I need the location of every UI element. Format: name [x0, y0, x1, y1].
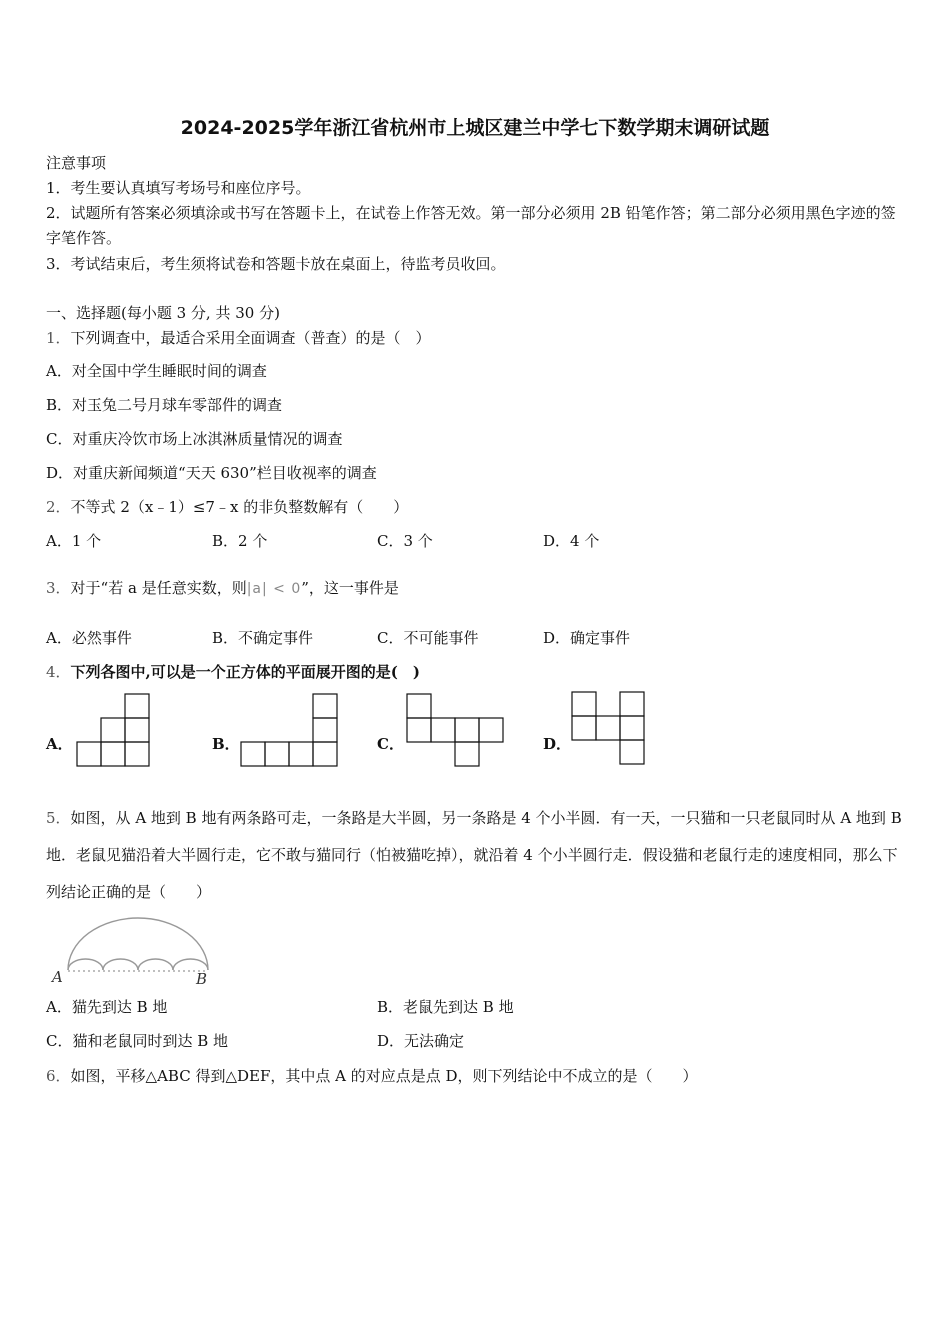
q4-option-d-label: D．	[543, 735, 572, 753]
q4-option-c-label: C．	[377, 735, 404, 753]
q4-option-a-label: A．	[46, 735, 73, 753]
q3-option-a: A．必然事件	[46, 629, 132, 647]
question-number: 6．	[46, 1067, 71, 1085]
cube-net-a	[76, 693, 152, 769]
notice-item-3: 3．考试结束后，考生须将试卷和答题卡放在桌面上，待监考员收回。	[46, 255, 506, 273]
question-3	[46, 577, 399, 598]
question-text: 对于“若 a 是任意实数，则	[70, 579, 247, 597]
q2-option-a: A．1 个	[46, 532, 102, 550]
question-4	[46, 661, 420, 682]
point-label-a: A	[52, 968, 63, 986]
cube-net-c	[406, 693, 508, 769]
q5-option-b: B．老鼠先到达 B 地	[377, 998, 514, 1016]
cube-net-b	[240, 693, 340, 769]
cube-net-d	[571, 691, 649, 769]
notice-item-2: 2．试题所有答案必须填涂或书写在答题卡上，在试卷上作答无效。第一部分必须用 2B 铅笔作答；第二部分必须用黑色字迹的签字笔作答。	[46, 204, 896, 247]
question-text: 下列各图中,可以是一个正方体的平面展开图的是( )	[70, 663, 420, 681]
page-title: 2024-2025学年浙江省杭州市上城区建兰中学七下数学期末调研试题	[180, 117, 770, 139]
question-text: 下列调查中，最适合采用全面调查（普查）的是（ ）	[70, 329, 431, 347]
q5-option-d: D．无法确定	[377, 1032, 465, 1050]
question-6	[46, 1065, 698, 1086]
q1-option-d: D．对重庆新闻频道“天天 630”栏目收视率的调查	[46, 464, 377, 482]
q3-option-c: C．不可能事件	[377, 629, 479, 647]
question-text: 不等式 2（x﹣1）≤7﹣x 的非负整数解有（ ）	[70, 498, 409, 516]
question-text-end: ”，这一事件是	[301, 579, 399, 597]
q1-option-c: C．对重庆冷饮市场上冰淇淋质量情况的调查	[46, 430, 343, 448]
q1-option-a: A．对全国中学生睡眠时间的调查	[46, 362, 267, 380]
question-number: 5．	[46, 809, 71, 827]
question-2	[46, 496, 408, 517]
question-number: 3．	[46, 579, 71, 597]
question-text: 如图，从 A 地到 B 地有两条路可走，一条路是大半圆，另一条路是 4 个小半圆．有一天，一只猫和一只老鼠同时从 A 地到 B 地．老鼠见猫沿着大半圆行走，它不敢与猫同行（怕被猫吃掉），就沿着 4 个小半圆行走．假设猫和老鼠行走的速度相同，那么下列结论正确的是（ ）	[46, 809, 902, 901]
notice-item-1: 1．考生要认真填写考场号和座位序号。	[46, 179, 311, 197]
q3-option-d: D．确定事件	[543, 629, 631, 647]
q5-option-c: C．猫和老鼠同时到达 B 地	[46, 1032, 229, 1050]
question-number: 1．	[46, 329, 71, 347]
question-5	[46, 800, 908, 911]
q5-option-a: A．猫先到达 B 地	[46, 998, 168, 1016]
point-label-b: B	[196, 970, 208, 988]
question-1	[46, 327, 431, 348]
q2-option-d: D．4 个	[543, 532, 600, 550]
q2-option-c: C．3 个	[377, 532, 433, 550]
q1-option-b: B．对玉兔二号月球车零部件的调查	[46, 396, 283, 414]
notice-heading: 注意事项	[46, 154, 107, 172]
question-text: 如图，平移△ABC 得到△DEF，其中点 A 的对应点是点 D，则下列结论中不成立的是（ ）	[70, 1067, 698, 1085]
question-number: 2．	[46, 498, 71, 516]
q3-option-b: B．不确定事件	[212, 629, 314, 647]
formula-abs-a-lt-0: |a| < 0	[246, 581, 302, 597]
q4-option-b-label: B．	[212, 735, 240, 753]
semicircle-figure	[48, 908, 212, 988]
question-number: 4．	[46, 663, 71, 681]
q2-option-b: B．2 个	[212, 532, 268, 550]
section-heading: 一、选择题(每小题 3 分, 共 30 分)	[46, 304, 280, 322]
